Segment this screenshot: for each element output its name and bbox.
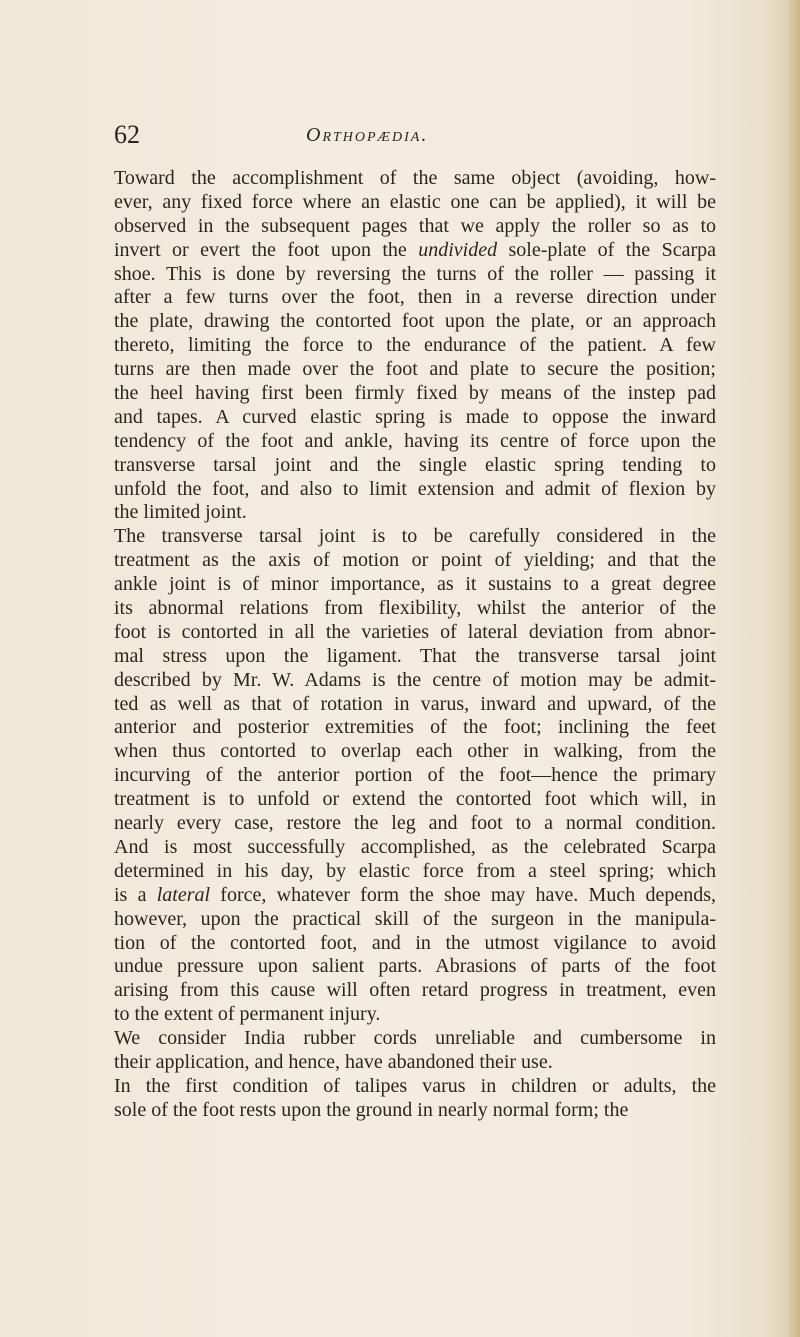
- text-line: The transverse tarsal joint is to be carefully considered in the: [114, 525, 716, 548]
- text-line: when thus contorted to overlap each other in walking, from the: [114, 740, 716, 763]
- body-text: [114, 167, 716, 1123]
- text-line: treatment is to unfold or extend the contorted foot which will, in: [114, 788, 716, 811]
- text-line: tendency of the foot and ankle, having its centre of force upon the: [114, 429, 716, 452]
- text-line: the plate, drawing the contorted foot upon the plate, or an approach: [114, 310, 716, 333]
- text-line: nearly every case, restore the leg and foot to a normal condition.: [114, 812, 716, 835]
- text-run: sole-plate of the Scarpa: [497, 238, 716, 261]
- text-line: tion of the contorted foot, and in the utmost vigilance to avoid: [114, 931, 716, 954]
- running-title: Orthopædia.: [306, 124, 429, 146]
- text-line: to the extent of permanent injury.: [114, 1003, 381, 1026]
- text-line: foot is contorted in all the varieties of lateral deviation from abnor-: [114, 620, 716, 643]
- text-line: thereto, limiting the force to the endurance of the patient. A few: [114, 334, 716, 357]
- text-run: force, whatever form the shoe may have. Much depends,: [210, 883, 716, 906]
- text-line: sole of the foot rests upon the ground in nearly normal form; the: [114, 1098, 629, 1121]
- text-line: [114, 884, 716, 908]
- text-line: incurving of the anterior portion of the foot—hence the primary: [114, 764, 716, 787]
- text-line: arising from this cause will often retard progress in treatment, even: [114, 979, 716, 1002]
- text-line: its abnormal relations from flexibility, whilst the anterior of the: [114, 597, 716, 620]
- italic-text: lateral: [156, 883, 211, 906]
- text-line: In the first condition of talipes varus in children or adults, the: [114, 1074, 716, 1097]
- text-line: Toward the accomplishment of the same object (avoiding, how-: [114, 167, 716, 189]
- text-line: however, upon the practical skill of the surgeon in the manipula-: [114, 907, 716, 930]
- italic-text: undivided: [418, 238, 498, 261]
- text-line: described by Mr. W. Adams is the centre of motion may be admit-: [114, 668, 716, 691]
- text-line: [114, 239, 716, 263]
- running-head: [114, 120, 714, 150]
- text-line: determined in his day, by elastic force from a steel spring; which: [114, 859, 716, 882]
- text-line: mal stress upon the ligament. That the transverse tarsal joint: [114, 644, 716, 667]
- page-number: 62: [114, 120, 140, 149]
- text-run: invert or evert the foot upon the: [114, 238, 419, 261]
- text-line: observed in the subsequent pages that we apply the roller so as to: [114, 214, 716, 237]
- text-line: We consider India rubber cords unreliable and cumbersome in: [114, 1027, 716, 1050]
- text-line: unfold the foot, and also to limit extension and admit of flexion by: [114, 477, 716, 500]
- text-line: the limited joint.: [114, 501, 247, 524]
- text-line: anterior and posterior extremities of the foot; inclining the feet: [114, 716, 716, 739]
- text-line: turns are then made over the foot and plate to secure the position;: [114, 358, 716, 381]
- text-line: the heel having first been firmly fixed by means of the instep pad: [114, 382, 716, 405]
- text-line: ankle joint is of minor importance, as it sustains to a great degree: [114, 573, 716, 596]
- text-line: ted as well as that of rotation in varus, inward and upward, of the: [114, 692, 716, 715]
- text-run: is a: [114, 883, 157, 906]
- text-line: their application, and hence, have abandoned their use.: [114, 1050, 553, 1073]
- text-line: And is most successfully accomplished, as the celebrated Scarpa: [114, 835, 716, 858]
- text-line: ever, any fixed force where an elastic one can be applied), it will be: [114, 190, 716, 213]
- text-line: and tapes. A curved elastic spring is made to oppose the inward: [114, 405, 716, 428]
- text-line: treatment as the axis of motion or point of yielding; and that the: [114, 549, 716, 572]
- text-line: after a few turns over the foot, then in a reverse direction under: [114, 286, 716, 309]
- text-line: shoe. This is done by reversing the turns of the roller — passing it: [114, 262, 716, 285]
- text-line: transverse tarsal joint and the single elastic spring tending to: [114, 453, 716, 476]
- text-line: undue pressure upon salient parts. Abrasions of parts of the foot: [114, 955, 716, 978]
- page-edge-shadow: [786, 0, 800, 1337]
